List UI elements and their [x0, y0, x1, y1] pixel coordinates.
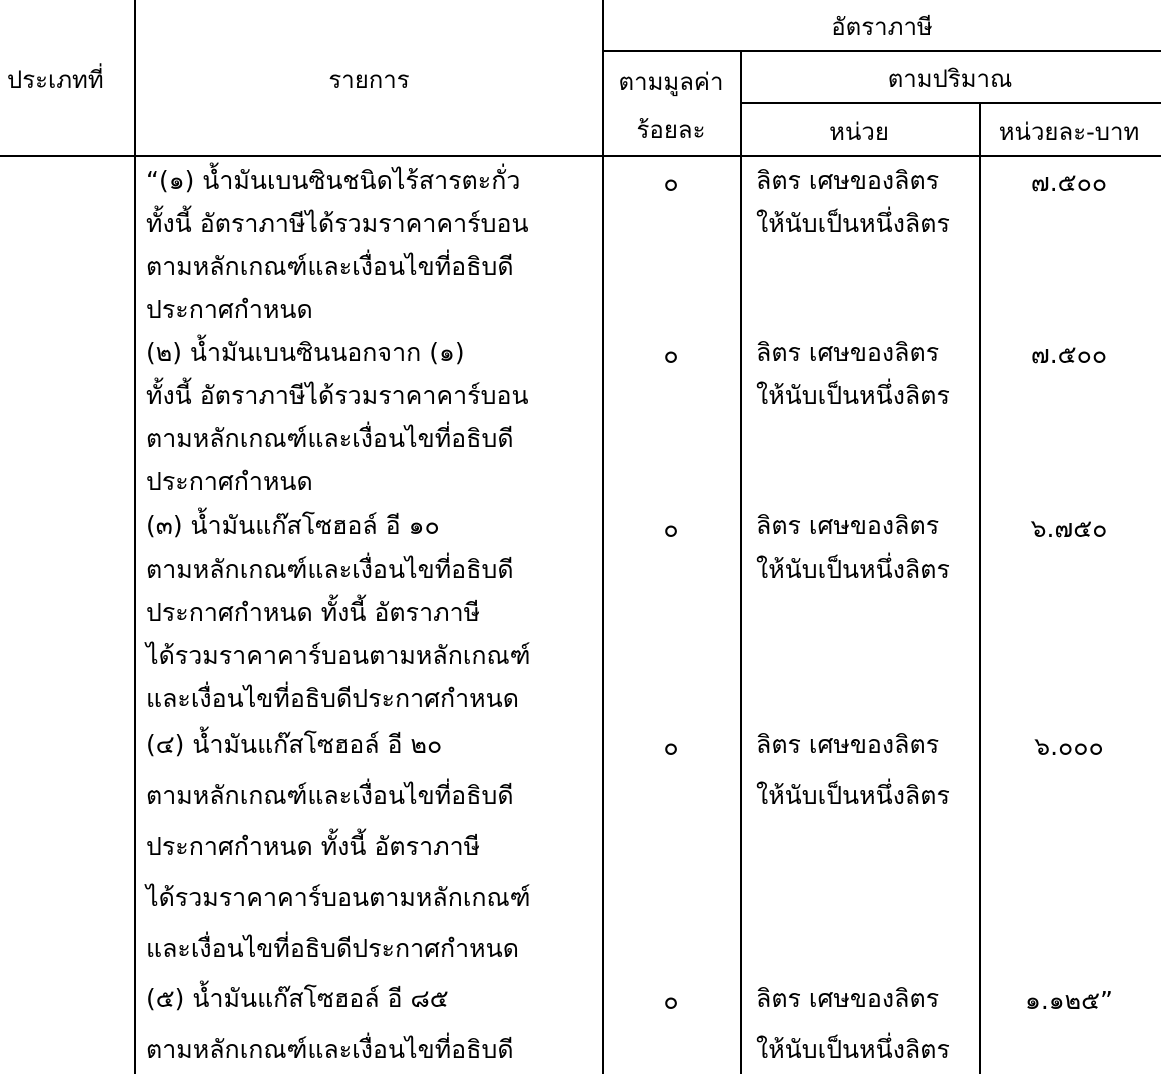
table-row-3-item-line-5: และเงื่อนไขที่อธิบดีประกาศกำหนด — [146, 684, 519, 713]
table-row-3-item-line-4: ได้รวมราคาคาร์บอนตามหลักเกณฑ์ — [146, 641, 531, 670]
column-divider-value-rate — [740, 52, 742, 1074]
header-item: รายการ — [328, 66, 410, 94]
table-row-4-item-line-2: ตามหลักเกณฑ์และเงื่อนไขที่อธิบดี — [146, 781, 514, 810]
table-row-2-item-line-4: ประกาศกำหนด — [146, 467, 313, 496]
header-rule-tax-rate — [602, 50, 1161, 52]
table-row-2-value-rate: ๐ — [663, 340, 679, 369]
table-row-4-baht: ๖.๐๐๐ — [1034, 732, 1104, 761]
header-unit: หน่วย — [829, 118, 889, 146]
table-row-4-item-line-4: ได้รวมราคาคาร์บอนตามหลักเกณฑ์ — [146, 883, 531, 912]
table-row-5-baht: ๑.๑๒๕” — [1024, 986, 1114, 1015]
table-row-3-value-rate: ๐ — [663, 514, 679, 543]
column-divider-category — [134, 0, 136, 1074]
table-row-4-unit-line-1: ลิตร เศษของลิตร — [756, 730, 940, 759]
table-row-4-unit-line-2: ให้นับเป็นหนึ่งลิตร — [756, 781, 950, 810]
table-row-5-value-rate: ๐ — [663, 986, 679, 1015]
table-row-2-unit-line-1: ลิตร เศษของลิตร — [756, 338, 940, 367]
table-row-4-item-line-3: ประกาศกำหนด ทั้งนี้ อัตราภาษี — [146, 832, 481, 861]
header-by-quantity: ตามปริมาณ — [887, 65, 1013, 93]
table-row-1-unit-line-1: ลิตร เศษของลิตร — [756, 166, 940, 195]
table-row-1-unit-line-2: ให้นับเป็นหนึ่งลิตร — [756, 209, 950, 238]
table-row-1-item-line-1: “(๑) น้ำมันเบนซินชนิดไร้สารตะกั่ว — [146, 166, 521, 195]
header-baht-per-unit: หน่วยละ-บาท — [998, 118, 1140, 146]
table-row-3-item-line-2: ตามหลักเกณฑ์และเงื่อนไขที่อธิบดี — [146, 555, 514, 584]
table-row-1-item-line-2: ทั้งนี้ อัตราภาษีได้รวมราคาคาร์บอน — [146, 209, 529, 238]
table-row-4-item-line-5: และเงื่อนไขที่อธิบดีประกาศกำหนด — [146, 934, 519, 963]
table-row-5-unit-line-1: ลิตร เศษของลิตร — [756, 984, 940, 1013]
header-rule-quantity — [740, 102, 1161, 104]
header-tax-rate: อัตราภาษี — [831, 13, 933, 41]
table-row-1-baht: ๗.๕๐๐ — [1030, 168, 1108, 197]
table-row-5-item-line-1: (๕) น้ำมันแก๊สโซฮอล์ อี ๘๕ — [146, 984, 449, 1013]
table-row-1-item-line-4: ประกาศกำหนด — [146, 295, 313, 324]
table-row-3-item-line-3: ประกาศกำหนด ทั้งนี้ อัตราภาษี — [146, 598, 481, 627]
table-row-3-baht: ๖.๗๕๐ — [1030, 514, 1108, 543]
table-row-3-unit-line-1: ลิตร เศษของลิตร — [756, 511, 940, 540]
table-row-2-item-line-1: (๒) น้ำมันเบนซินนอกจาก (๑) — [146, 338, 465, 367]
table-row-4-item-line-1: (๔) น้ำมันแก๊สโซฮอล์ อี ๒๐ — [146, 730, 443, 759]
header-by-value-percent: ร้อยละ — [636, 116, 706, 144]
table-row-2-item-line-3: ตามหลักเกณฑ์และเงื่อนไขที่อธิบดี — [146, 424, 514, 453]
table-row-2-item-line-2: ทั้งนี้ อัตราภาษีได้รวมราคาคาร์บอน — [146, 381, 529, 410]
table-row-5-item-line-2: ตามหลักเกณฑ์และเงื่อนไขที่อธิบดี — [146, 1035, 514, 1064]
table-row-3-item-line-1: (๓) น้ำมันแก๊สโซฮอล์ อี ๑๐ — [146, 511, 440, 540]
table-row-1-item-line-3: ตามหลักเกณฑ์และเงื่อนไขที่อธิบดี — [146, 252, 514, 281]
header-category: ประเภทที่ — [7, 66, 104, 94]
column-divider-item — [602, 0, 604, 1074]
header-bottom-rule — [0, 155, 1161, 157]
table-row-4-value-rate: ๐ — [663, 732, 679, 761]
header-by-value: ตามมูลค่า — [618, 68, 724, 96]
column-divider-unit — [979, 103, 981, 1074]
table-row-3-unit-line-2: ให้นับเป็นหนึ่งลิตร — [756, 555, 950, 584]
table-row-2-unit-line-2: ให้นับเป็นหนึ่งลิตร — [756, 381, 950, 410]
table-row-1-value-rate: ๐ — [663, 168, 679, 197]
table-row-5-unit-line-2: ให้นับเป็นหนึ่งลิตร — [756, 1035, 950, 1064]
table-row-2-baht: ๗.๕๐๐ — [1030, 340, 1108, 369]
